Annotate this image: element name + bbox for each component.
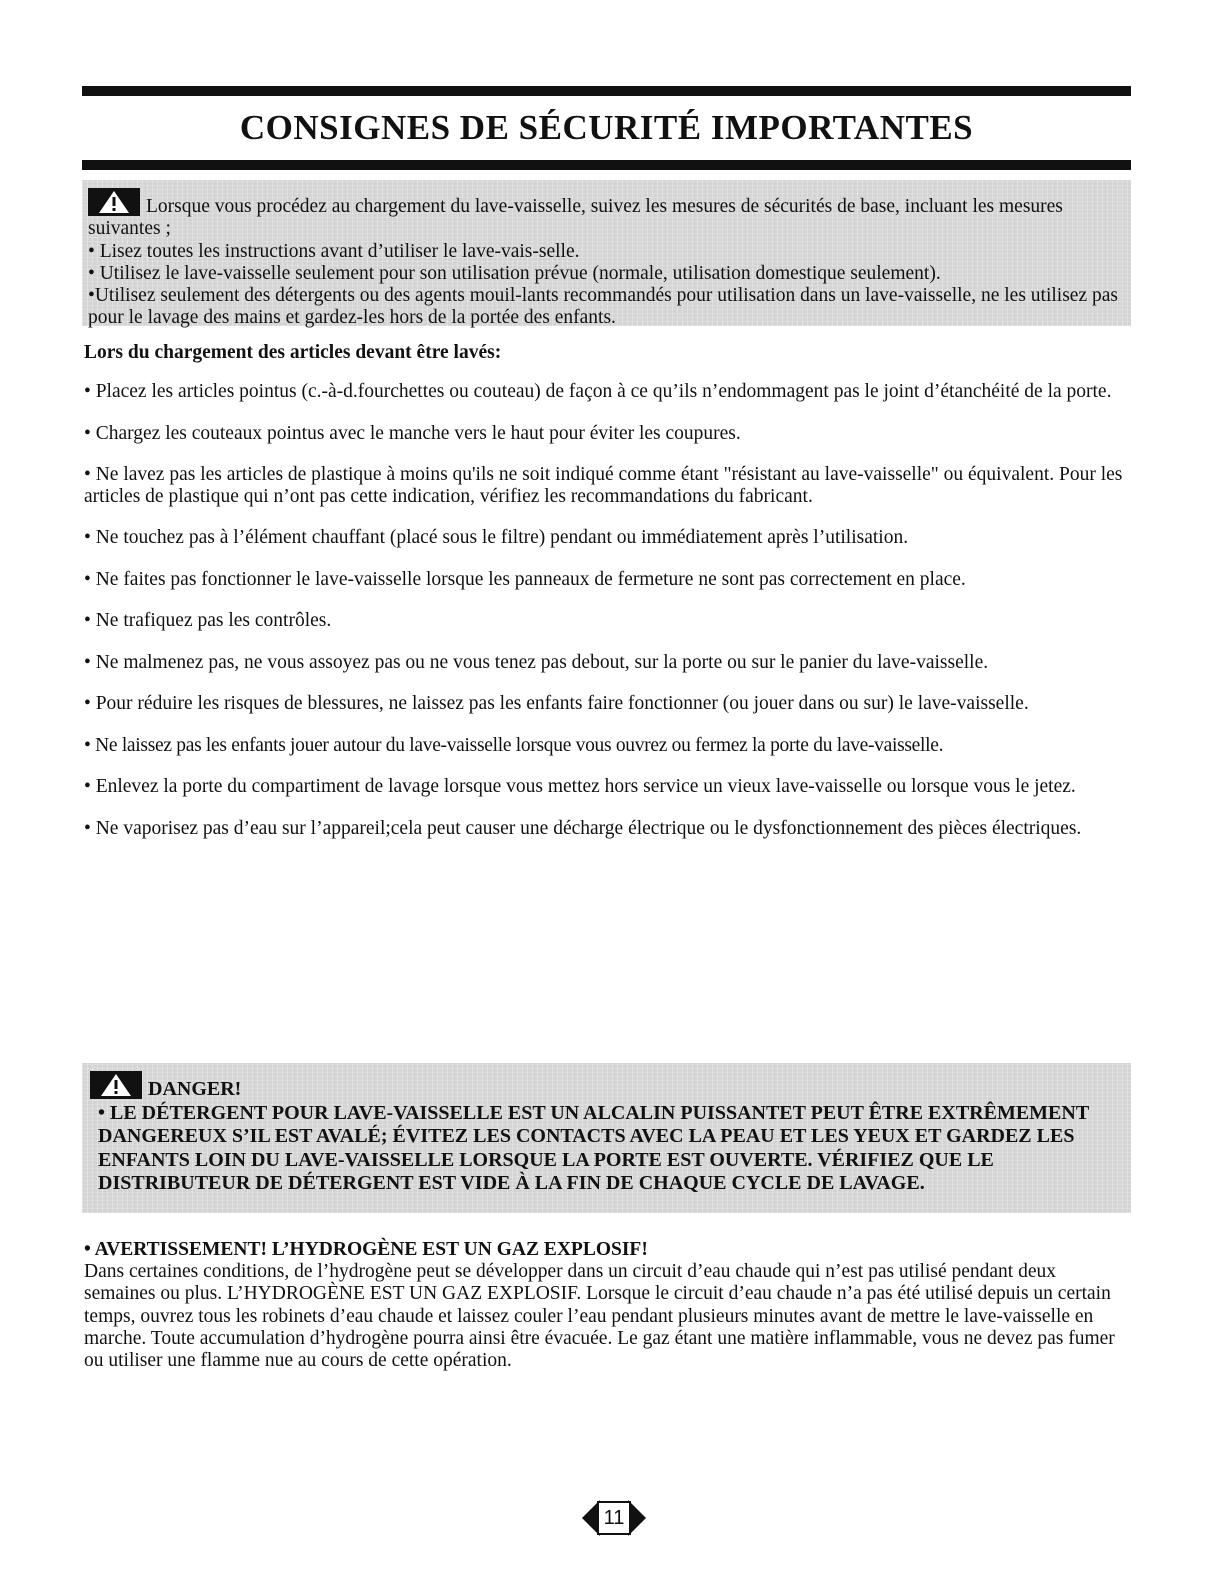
list-item: • Chargez les couteaux pointus avec le manche vers le haut pour éviter les coupures. — [84, 422, 741, 444]
list-item: • Enlevez la porte du compartiment de lavage lorsque vous mettez hors service un vieux lave-vaisselle ou lorsque vous le jetez. — [84, 776, 1076, 797]
warning-line: • Utilisez le lave-vaisselle seulement pour son utilisation prévue (normale, utilisation domestique seulement). — [88, 262, 941, 284]
title-bottom-rule — [82, 160, 1131, 170]
list-item: • Ne laissez pas les enfants jouer autour du lave-vaisselle lorsque vous ouvrez ou fermez la porte du lave-vaisselle. — [84, 734, 944, 756]
hydrogen-warning — [84, 1239, 1124, 1372]
danger-text: • LE DÉTERGENT POUR LAVE-VAISSELLE EST UN ALCALIN PUISSANTET PEUT ÊTRE EXTRÊMEMENT DANGEREUX S’IL EST AVALÉ; ÉVITEZ LES CONTACTS AVEC LA PEAU ET LES YEUX ET GARDEZ LES ENFANTS LOIN DU LAVE-VAISSELLE LORSQUE LA PORTE EST OUVERTE. VÉRIFIEZ QUE LE DISTRIBUTEUR DE DÉTERGENT EST VIDE À LA FIN DE CHAQUE CYCLE DE LAVAGE. — [98, 1101, 1089, 1194]
list-item: • Ne malmenez pas, ne vous assoyez pas ou ne vous tenez pas debout, sur la porte ou sur le panier du lave-vaisselle. — [84, 651, 989, 673]
warning-line: • Lisez toutes les instructions avant d’utiliser le lave-vais-selle. — [88, 240, 580, 262]
warning-triangle-icon — [90, 1071, 142, 1099]
top-rule — [82, 86, 1131, 96]
list-item: • Ne faites pas fonctionner le lave-vaisselle lorsque les panneaux de fermeture ne sont pas correctement en place. — [84, 568, 966, 590]
page-number: 11 — [603, 1507, 625, 1529]
list-item: • Ne vaporisez pas d’eau sur l’appareil;cela peut causer une décharge électrique ou le dysfonctionnement des pièces électriques. — [84, 817, 1082, 839]
hydrogen-warning-heading: • AVERTISSEMENT! L’HYDROGÈNE EST UN GAZ EXPLOSIF! — [84, 1239, 648, 1260]
list-item: • Ne touchez pas à l’élément chauffant (placé sous le filtre) pendant ou immédiatement après l’utilisation. — [84, 527, 909, 548]
danger-label: DANGER! — [148, 1078, 242, 1100]
warning-intro: Lorsque vous procédez au chargement du lave-vaisselle, suivez les mesures de sécurités de base, incluant les mesures suivantes ; — [88, 196, 1063, 240]
hydrogen-warning-text: Dans certaines conditions, de l’hydrogène peut se développer dans un circuit d’eau chaude qui n’est pas utilisé pendant deux semaines ou plus. L’HYDROGÈNE EST UN GAZ EXPLOSIF. Lorsque le circuit d’eau chaude n’a pas été utilisé depuis un certain temps, ouvrez tous les robinets d’eau chaude et laissez couler l’eau pendant plusieurs minutes avant de mettre le lave-vaisselle en marche. Toute accumulation d’hydrogène pourra ainsi être évacuée. Le gaz étant une matière inflammable, vous ne devez pas fumer ou utiliser une flamme nue au cours de cette opération. — [84, 1261, 1115, 1372]
page-title: CONSIGNES DE SÉCURITÉ IMPORTANTES — [239, 108, 974, 147]
safety-warning-box — [82, 180, 1131, 329]
list-item: • Ne lavez pas les articles de plastique à moins qu'ils ne soit indiqué comme étant "résistant au lave-vaisselle" ou équivalent. Pour les articles de plastique qui n’ont pas cette indication, vérifiez les recommandations du fabricant. — [84, 464, 1123, 507]
list-item: • Ne trafiquez pas les contrôles. — [84, 610, 332, 631]
loading-section-heading: Lors du chargement des articles devant être lavés: — [84, 342, 502, 363]
danger-box — [82, 1063, 1131, 1213]
list-item: • Pour réduire les risques de blessures, ne laissez pas les enfants faire fonctionner (ou jouer dans ou sur) le lave-vaisselle. — [84, 693, 1029, 714]
warning-triangle-icon — [88, 188, 140, 216]
list-item: • Placez les articles pointus (c.-à-d.fourchettes ou couteau) de façon à ce qu’ils n’endommagent pas le joint d’étanchéité de la porte. — [84, 381, 1112, 402]
warning-line: •Utilisez seulement des détergents ou des agents mouil-lants recommandés pour utilisation dans un lave-vaisselle, ne les utilisez pas pour le lavage des mains et gardez-les hors de la portée des enfants. — [88, 285, 1118, 329]
loading-instructions-list — [84, 381, 1124, 859]
page-number-badge — [578, 1492, 650, 1544]
